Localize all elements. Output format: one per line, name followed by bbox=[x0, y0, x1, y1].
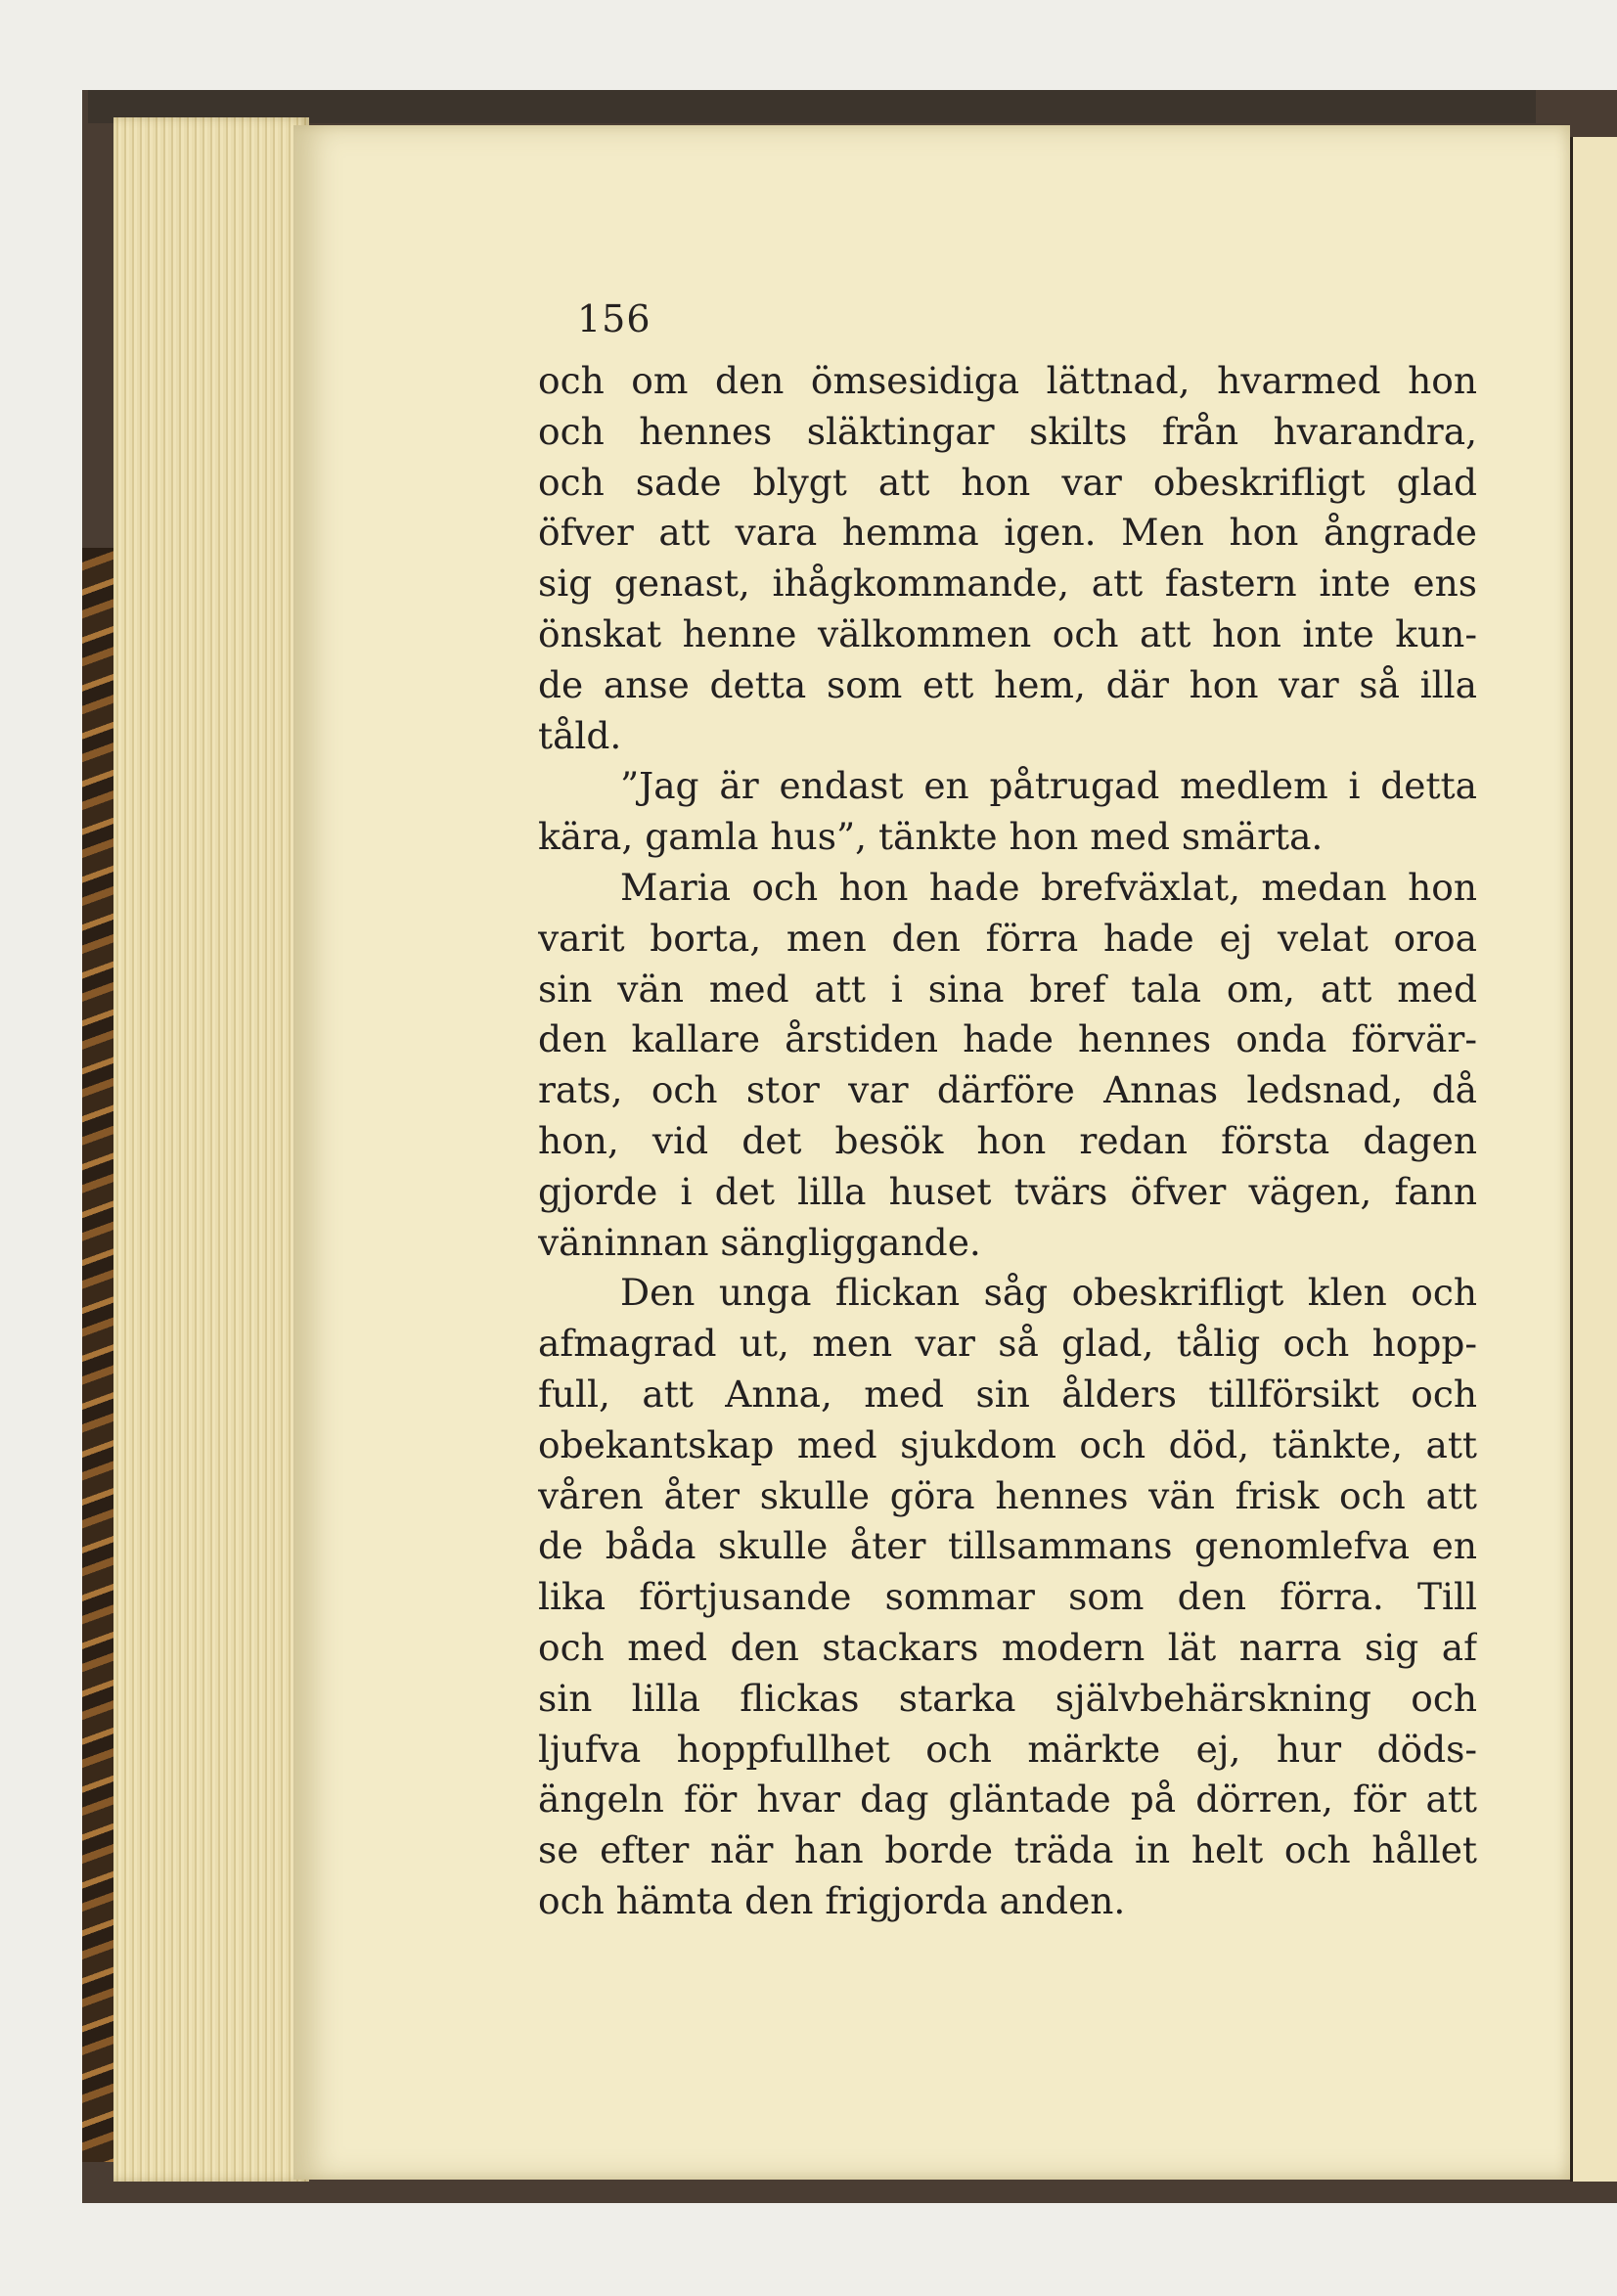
text-line: väninnan sängliggande. bbox=[538, 1220, 981, 1264]
text-line: Maria och hon hade brefväxlat, medan hon bbox=[620, 865, 1477, 909]
page-text bbox=[538, 356, 1477, 1927]
text-line: ljufva hoppfullhet och märkte ej, hur döds- bbox=[538, 1727, 1477, 1771]
text-line: afmagrad ut, men var så glad, tålig och hopp- bbox=[538, 1322, 1477, 1366]
text-line: sig genast, ihågkommande, att fastern inte ens bbox=[538, 562, 1477, 606]
text-line: Den unga flickan såg obeskrifligt klen och bbox=[620, 1271, 1477, 1315]
page-number: 156 bbox=[577, 297, 651, 340]
page-edges bbox=[113, 117, 309, 2182]
text-line: den kallare årstiden hade hennes onda förvär- bbox=[538, 1017, 1477, 1061]
facing-page-edge bbox=[1570, 137, 1617, 2182]
text-line: lika förtjusande sommar som den förra. Till bbox=[538, 1575, 1477, 1619]
text-line: ängeln för hvar dag gläntade på dörren, för att bbox=[538, 1778, 1477, 1822]
text-line: varit borta, men den förra hade ej velat oroa bbox=[538, 916, 1477, 960]
text-line: kära, gamla hus”, tänkte hon med smärta. bbox=[538, 815, 1324, 859]
text-line: de båda skulle åter tillsammans genomlefva en bbox=[538, 1524, 1477, 1568]
text-line: de anse detta som ett hem, där hon var så illa bbox=[538, 662, 1477, 706]
text-line: sin lilla flickas starka självbehärskning och bbox=[538, 1676, 1477, 1720]
text-line: och om den ömsesidiga lättnad, hvarmed hon bbox=[538, 359, 1477, 402]
text-line: sin vän med att i sina bref tala om, att med bbox=[538, 967, 1477, 1011]
text-line: och sade blygt att hon var obeskrifligt glad bbox=[538, 460, 1477, 504]
marbled-cover-edge bbox=[82, 548, 113, 2162]
text-line: obekantskap med sjukdom och död, tänkte, att bbox=[538, 1422, 1477, 1466]
text-line: ”Jag är endast en påtrugad medlem i detta bbox=[620, 764, 1477, 808]
text-line: se efter när han borde träda in helt och hållet bbox=[538, 1828, 1477, 1872]
text-line: och med den stackars modern lät narra sig af bbox=[538, 1625, 1477, 1669]
text-line: våren åter skulle göra hennes vän frisk och att bbox=[538, 1473, 1477, 1517]
text-line: tåld. bbox=[538, 713, 622, 757]
text-line: full, att Anna, med sin ålders tillförsikt och bbox=[538, 1372, 1477, 1416]
text-line: öfver att vara hemma igen. Men hon ångrade bbox=[538, 511, 1477, 555]
text-line: gjorde i det lilla huset tvärs öfver vägen, fann bbox=[538, 1169, 1477, 1213]
text-line: önskat henne välkommen och att hon inte kun- bbox=[538, 611, 1477, 655]
text-line: och hennes släktingar skilts från hvarandra, bbox=[538, 409, 1477, 453]
text-line: hon, vid det besök hon redan första dagen bbox=[538, 1118, 1477, 1162]
text-line: rats, och stor var därföre Annas ledsnad, då bbox=[538, 1068, 1477, 1112]
text-line: och hämta den frigjorda anden. bbox=[538, 1878, 1126, 1922]
